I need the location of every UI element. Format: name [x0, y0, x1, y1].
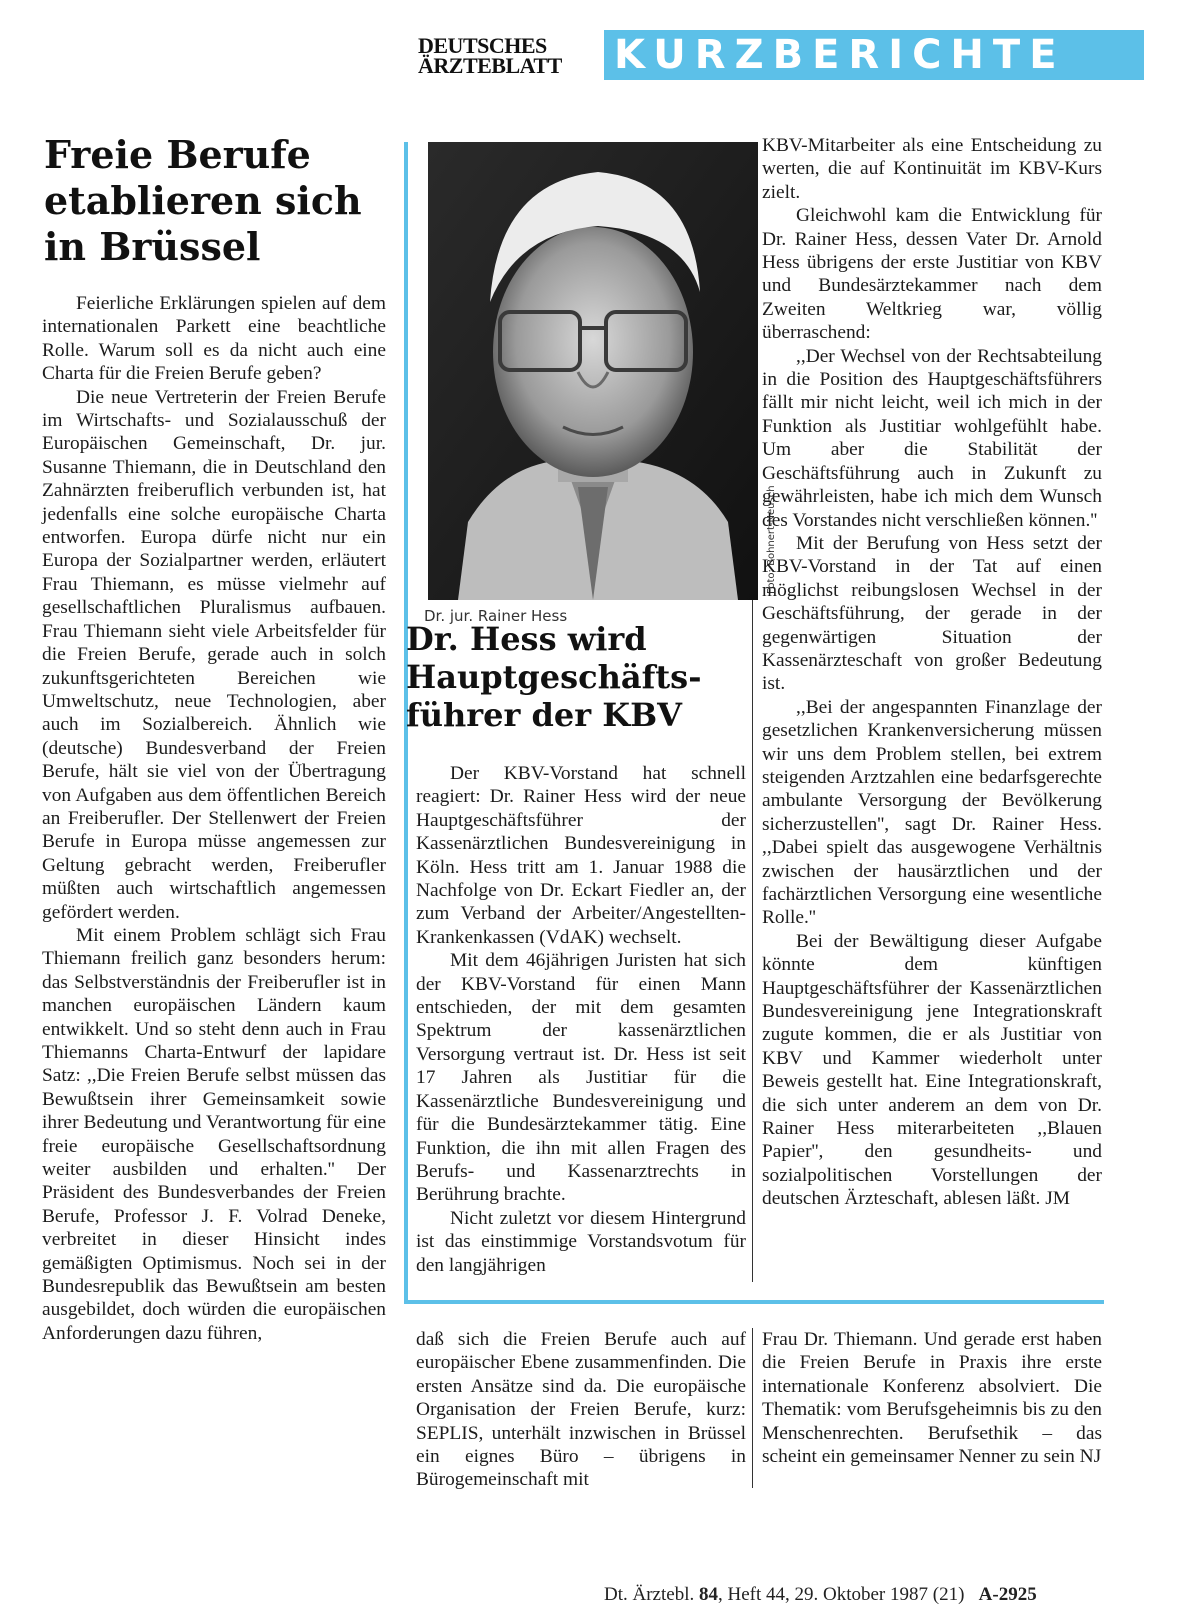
- footer-volume: 84: [698, 1584, 718, 1605]
- article2-column1: [416, 762, 746, 1277]
- footer-issue: , Heft 44, 29. Oktober 1987 (21): [717, 1584, 965, 1605]
- section-banner: KURZBERICHTE: [604, 30, 1144, 80]
- article2-paragraph: Nicht zuletzt vor diesem Hintergrund ist das einstimmige Vorstandsvotum für den langjährigen: [416, 1207, 746, 1276]
- article1-paragraph: Frau Dr. Thiemann. Und gerade erst haben die Freien Berufe in Praxis ihre erste internationale Konferenz absolviert. Die Thematik: vom Berufsgeheimnis bis zu den Menschenrechten. Berufsethik – das scheint ein gemeinsamer Nenner zu sein NJ: [762, 1329, 1102, 1468]
- publication-logo: [418, 33, 596, 78]
- footer-page-number: A-2925: [978, 1584, 1037, 1605]
- article1-paragraph: Feierliche Erklärungen spielen auf dem internationalen Parkett eine beachtliche Rolle. Warum soll es da nicht auch eine Charta für die Freien Berufe geben?: [42, 293, 386, 385]
- article2-paragraph: Bei der Bewältigung dieser Aufgabe könnte dem künftigen Hauptgeschäftsführer der Kassenärztlichen Bundesvereinigung jene Integrationskraft zugute kommen, die er als Justitiar von KBV und Kammer wiederholt unter Beweis gestellt hat. Eine Integrationskraft, die sich unter anderem an dem von Dr. Rainer Hess miterarbeiteten ,,Blauen Papier'', den gesundheits- und sozialpolitischen Vorstellungen der deutschen Ärzteschaft, ablesen läßt. JM: [762, 930, 1102, 1210]
- portrait-photo: [428, 142, 758, 600]
- article2-column2: [762, 134, 1102, 1211]
- article2-paragraph: Mit der Berufung von Hess setzt der KBV-Vorstand in der Tat auf einen möglichst reibungslosen Wechsel in der Geschäftsführung, der gerade in der gegenwärtigen Situation der Kassenärzteschaft von großer Bedeutung ist.: [762, 532, 1102, 695]
- article2-paragraph: Gleichwohl kam die Entwicklung für Dr. Rainer Hess, dessen Vater Dr. Arnold Hess übrigens der erste Justitiar von KBV und Bundesärztekammer nach dem Zweiten Weltkrieg war, völlig überraschend:: [762, 205, 1102, 344]
- footer-journal: Dt. Ärztebl.: [604, 1584, 695, 1605]
- article1-paragraph: Mit einem Problem schlägt sich Frau Thiemann freilich ganz besonders herum: das Selbstverständnis der Freiberufler ist in manchen europäischen Ländern kaum entwikkelt. Und so steht denn auch in Frau Thiemanns Charta-Entwurf der lapidare Satz: ,,Die Freien Berufe selbst müssen das Bewußtsein ihrer Gemeinsamkeit sowie ihrer Bedeutung und Verantwortung für eine freie europäische Gesellschaftsordnung weiter ausbilden und erhalten.'' Der Präsident des Bundesverbandes der Freien Berufe, Professor J. F. Volrad Deneke, verbreitet in dieser Hinsicht indes gemäßigten Optimismus. Noch sei in der Bundesrepublik das Bewußtsein am besten ausgebildet, doch würden die europäischen Anforderungen dazu führen,: [42, 924, 386, 1344]
- portrait-image: [428, 142, 758, 600]
- publication-line-1: DEUTSCHES: [418, 33, 547, 58]
- article2-paragraph: Mit dem 46jährigen Juristen hat sich der KBV-Vorstand für einen Mann entschieden, der mit dem gesamten Spektrum der kassenärztlichen Versorgung vertraut ist. Dr. Hess ist seit 17 Jahren als Justitiar für die Kassenärztliche Bundesvereinigung und für die Bundesärztekammer tätig. Eine Funktion, die ihn mit allen Fragen des Berufs- und Kassenarztrechts in Berührung brachte.: [416, 950, 746, 1206]
- article2-paragraph: Der KBV-Vorstand hat schnell reagiert: Dr. Rainer Hess wird der neue Hauptgeschäftsführer der Kassenärztlichen Bundesvereinigung in Köln. Hess tritt am 1. Januar 1988 die Nachfolge von Dr. Eckart Fiedler an, der zum Verband der Arbeiter/Angestellten-Krankenkassen (VdAK) wechselt.: [416, 763, 746, 948]
- article1-title-line2: etablieren sich: [44, 178, 362, 223]
- photo-credit: Foto: Bohnert-Neusch: [766, 485, 777, 594]
- photo-caption: Dr. jur. Rainer Hess: [424, 607, 568, 625]
- article2-paragraph: ,,Bei der angespannten Finanzlage der gesetzlichen Krankenversicherung müssen wir uns dem Problem stellen, bei extrem steigenden Arztzahlen eine bedarfsgerechte ambulante Versorgung der Bevölkerung sicherzustellen'', sagt Dr. Rainer Hess. ,,Dabei spielt das ausgewogene Verhältnis zwischen der hausärztlichen und der fachärztlichen Versorgung eine wesentliche Rolle.'': [762, 696, 1102, 929]
- article1-paragraph: daß sich die Freien Berufe auch auf europäischer Ebene zusammenfinden. Die ersten Ansätze sind da. Die europäische Organisation der Freien Berufe, kurz: SEPLIS, unterhält inzwischen in Brüssel ein eignes Büro – übrigens in Bürogemeinschaft mit: [416, 1329, 746, 1491]
- article1-title-line1: Freie Berufe: [44, 132, 311, 177]
- article2-title-line3: führer der KBV: [406, 696, 682, 734]
- article2-frame-bottom: [404, 1300, 1104, 1304]
- article2-paragraph: KBV-Mitarbeiter als eine Entscheidung zu werten, die auf Kontinuität im KBV-Kurs zielt.: [762, 135, 1102, 203]
- article2-paragraph: ,,Der Wechsel von der Rechtsabteilung in die Position des Hauptgeschäftsführers fällt mir nicht leicht, weil ich mich in der Funktion als Justitiar wohlgefühlt habe. Um aber die Stabilität der Geschäftsführung auch in Zukunft zu gewährleisten, habe ich mich dem Wunsch des Vorstandes nicht verschließen können.'': [762, 345, 1102, 531]
- page-footer: [604, 1584, 1144, 1606]
- article2-title-line1: Dr. Hess wird: [406, 620, 647, 658]
- article2-title-line2: Hauptgeschäfts-: [406, 658, 702, 696]
- article2-headline: [406, 620, 756, 734]
- article1-column2: [416, 1328, 746, 1492]
- article1-title-line3: in Brüssel: [44, 224, 261, 269]
- article1-headline: [44, 132, 394, 270]
- article1-column3: [762, 1328, 1102, 1468]
- article1-column1: [42, 292, 386, 1345]
- publication-line-2: ÄRZTEBLATT: [418, 53, 562, 78]
- article1-paragraph: Die neue Vertreterin der Freien Berufe im Wirtschafts- und Sozialausschuß der Europäischen Gemeinschaft, Dr. jur. Susanne Thiemann, die in Deutschland den Zahnärzten freiberuflich verbunden ist, hat jedenfalls eine solche europäische Charta entworfen. Europa dürfe nicht nur ein Europa der Sozialpartner werden, erläutert Frau Thiemann, es müsse vielmehr auf gesellschaftlichen Pluralismus aufbauen. Frau Thiemann sieht viele Arbeitsfelder für die Freien Berufe, gerade auch in solch zukunftsgerichteten Bereichen wie Umweltschutz, neue Technologien, aber auch im Sozialbereich. Ähnlich wie (deutsche) Bundesverband der Freien Berufe, hält sie viel von der Übertragung von Aufgaben aus dem öffentlichen Bereich an Freiberufler. Der Stellenwert der Freien Berufe in Europa müsse angemessen zur Geltung gebracht werden, Freiberufler müßten auch wirtschaftlich angemessen gefördert werden.: [42, 386, 386, 923]
- column-divider: [752, 1328, 753, 1488]
